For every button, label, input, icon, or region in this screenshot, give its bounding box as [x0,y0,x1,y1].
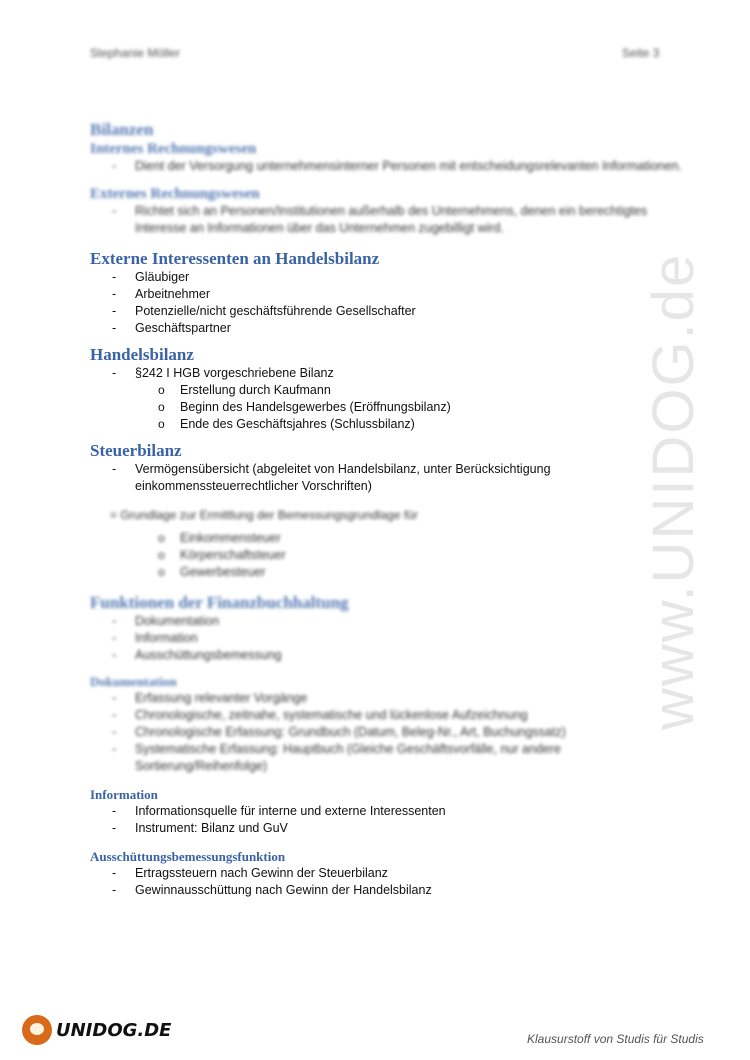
list-item: - Dient der Versorgung unternehmensinterner Personen mit entscheidungsrelevanten Informationen. [90,158,690,175]
footer-tagline: Klausurstoff von Studis für Studis [527,1032,704,1046]
list-item: - Chronologische Erfassung: Grundbuch (Datum, Beleg-Nr., Art, Buchungssatz) [90,724,690,741]
heading-ausschuettungsbemessungsfunktion: Ausschüttungsbemessungsfunktion [90,849,286,864]
note-grundlage: = Grundlage zur Ermittlung der Bemessungsgrundlage für [110,508,418,522]
document-body [90,120,690,899]
list-item: - Potenzielle/nicht geschäftsführende Gesellschafter [90,303,690,320]
list-item: - Vermögensübersicht (abgeleitet von Handelsbilanz, unter Berücksichtigung einkommenssteuerrechtlicher Vorschriften) [90,461,690,495]
list-item: - Arbeitnehmer [90,286,690,303]
heading-handelsbilanz: Handelsbilanz [90,345,194,364]
heading-externe-interessenten: Externe Interessenten an Handelsbilanz [90,249,380,268]
list-item: - Geschäftspartner [90,320,690,337]
heading-funktionen: Funktionen der Finanzbuchhaltung [90,593,349,612]
header-author: Stephanie Möller [90,46,181,60]
sub-list-item: o Einkommensteuer [90,530,690,547]
list-item: - Ertragssteuern nach Gewinn der Steuerbilanz [90,865,690,882]
section-funktionen [90,593,690,775]
sub-list-item: o Körperschaftsteuer [90,547,690,564]
heading-dokumentation: Dokumentation [90,674,177,689]
heading-internes-rechnungswesen: Internes Rechnungswesen [90,141,257,157]
list-item: - Chronologische, zeitnahe, systematische und lückenlose Aufzeichnung [90,707,690,724]
list-item: - Instrument: Bilanz und GuV [90,820,690,837]
logo-text: UNIDOG.DE [56,1019,172,1041]
section-bilanzen [90,120,690,237]
list-item: - Gewinnausschüttung nach Gewinn der Handelsbilanz [90,882,690,899]
unidog-logo [22,1015,171,1045]
list-item: - Dokumentation [90,613,690,630]
dog-icon [22,1015,52,1045]
list-item: - Ausschüttungsbemessung [90,647,690,664]
list-item: - Richtet sich an Personen/Institutionen außerhalb des Unternehmens, denen ein berechtigtes Interesse an Informationen über das Unternehmen zugebilligt wird. [90,203,690,237]
heading-bilanzen: Bilanzen [90,120,154,139]
header-page-number: Seite 3 [622,46,660,60]
sub-list-item: o Beginn des Handelsgewerbes (Eröffnungsbilanz) [90,399,690,416]
list-item: - Erfassung relevanter Vorgänge [90,690,690,707]
list-item: - §242 I HGB vorgeschriebene Bilanz [90,365,690,382]
watermark: www.UNIDOG.de [641,252,706,730]
heading-steuerbilanz: Steuerbilanz [90,441,182,460]
sub-list-item: o Gewerbesteuer [90,564,690,581]
list-item: - Systematische Erfassung: Hauptbuch (Gleiche Geschäftsvorfälle, nur andere Sortierung/Reihenfolge) [90,741,690,775]
steuerbilanz-blurred-block [90,507,690,581]
list-item: - Informationsquelle für interne und externe Interessenten [90,803,690,820]
sub-list-item: o Erstellung durch Kaufmann [90,382,690,399]
heading-information: Information [90,787,158,802]
list-item: - Gläubiger [90,269,690,286]
heading-externes-rechnungswesen: Externes Rechnungswesen [90,186,260,202]
sub-list-item: o Ende des Geschäftsjahres (Schlussbilanz) [90,416,690,433]
list-item: - Information [90,630,690,647]
